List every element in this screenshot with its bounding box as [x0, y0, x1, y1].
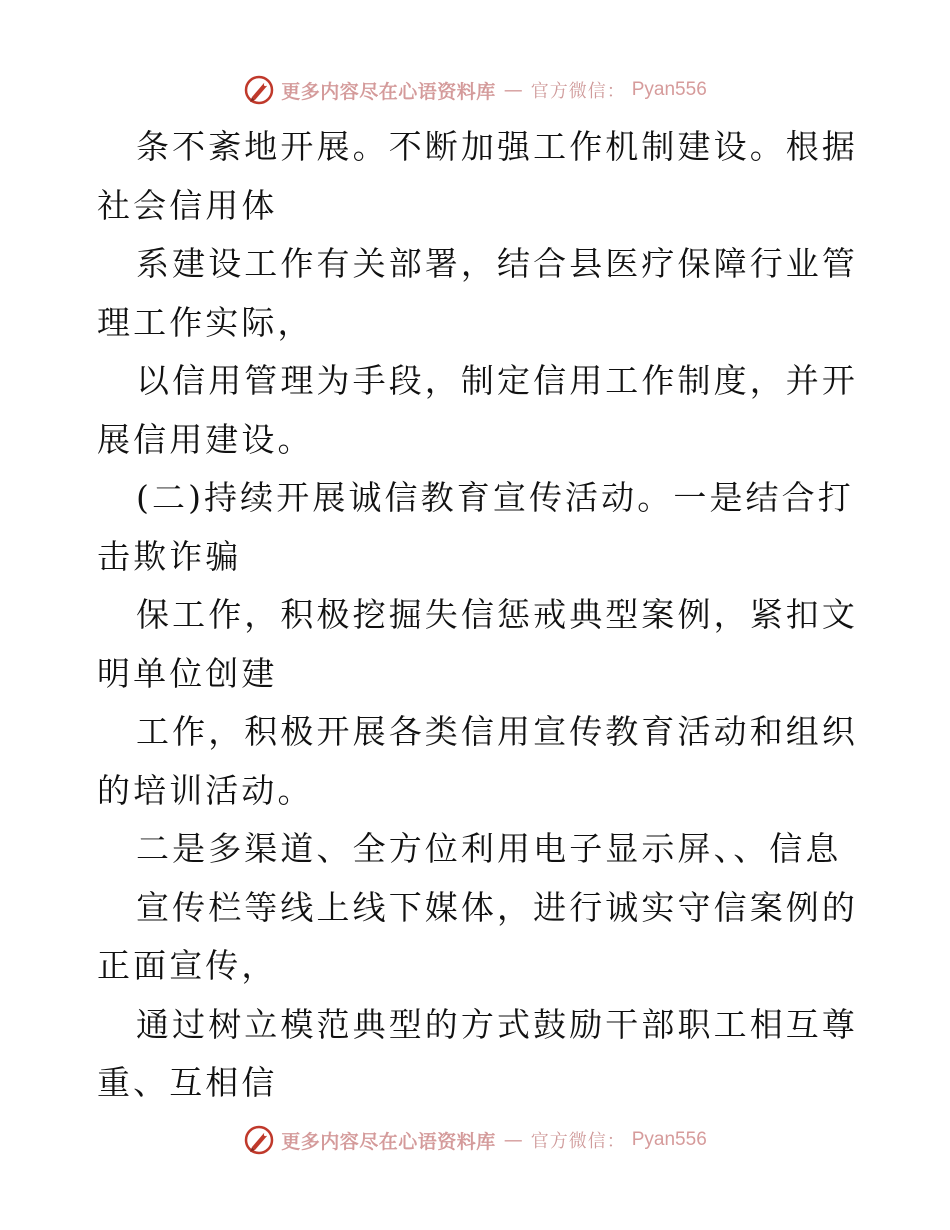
header-brand-text: 更多内容尽在心语资料库: [281, 80, 496, 103]
paragraph: 保工作，积极挖掘失信惩戒典型案例，紧扣文明单位创建: [97, 595, 858, 693]
footer-contact-id: Pyan556: [631, 1129, 707, 1150]
paragraph: 宣传栏等线上线下媒体，进行诚实守信案例的正面宣传，: [97, 887, 858, 985]
document-body: [97, 118, 867, 1113]
paragraph: 二是多渠道、全方位利用电子显示屏、、信息: [136, 829, 842, 868]
footer-watermark: [0, 1120, 950, 1160]
header-watermark: [0, 70, 950, 110]
footer-contact-label: 官方微信：: [530, 1131, 626, 1152]
pen-logo-icon: [243, 1124, 275, 1156]
paragraph: 系建设工作有关部署，结合县医疗保障行业管理工作实际，: [97, 244, 858, 342]
paragraph: 以信用管理为手段，制定信用工作制度，并开展信用建设。: [97, 361, 858, 459]
footer-brand-text: 更多内容尽在心语资料库: [281, 1130, 496, 1153]
paragraph: 通过树立模范典型的方式鼓励干部职工相互尊重、互相信: [97, 1004, 858, 1102]
paragraph: 条不紊地开展。不断加强工作机制建设。根据社会信用体: [97, 127, 858, 225]
paragraph: 工作，积极开展各类信用宣传教育活动和组织的培训活动。: [97, 712, 858, 810]
header-contact-id: Pyan556: [631, 79, 707, 100]
header-contact-label: 官方微信：: [530, 81, 626, 102]
paragraph: (二)持续开展诚信教育宣传活动。一是结合打击欺诈骗: [97, 478, 854, 576]
footer-separator: —: [503, 1129, 523, 1151]
header-separator: —: [503, 79, 523, 101]
pen-logo-icon: [243, 74, 275, 106]
